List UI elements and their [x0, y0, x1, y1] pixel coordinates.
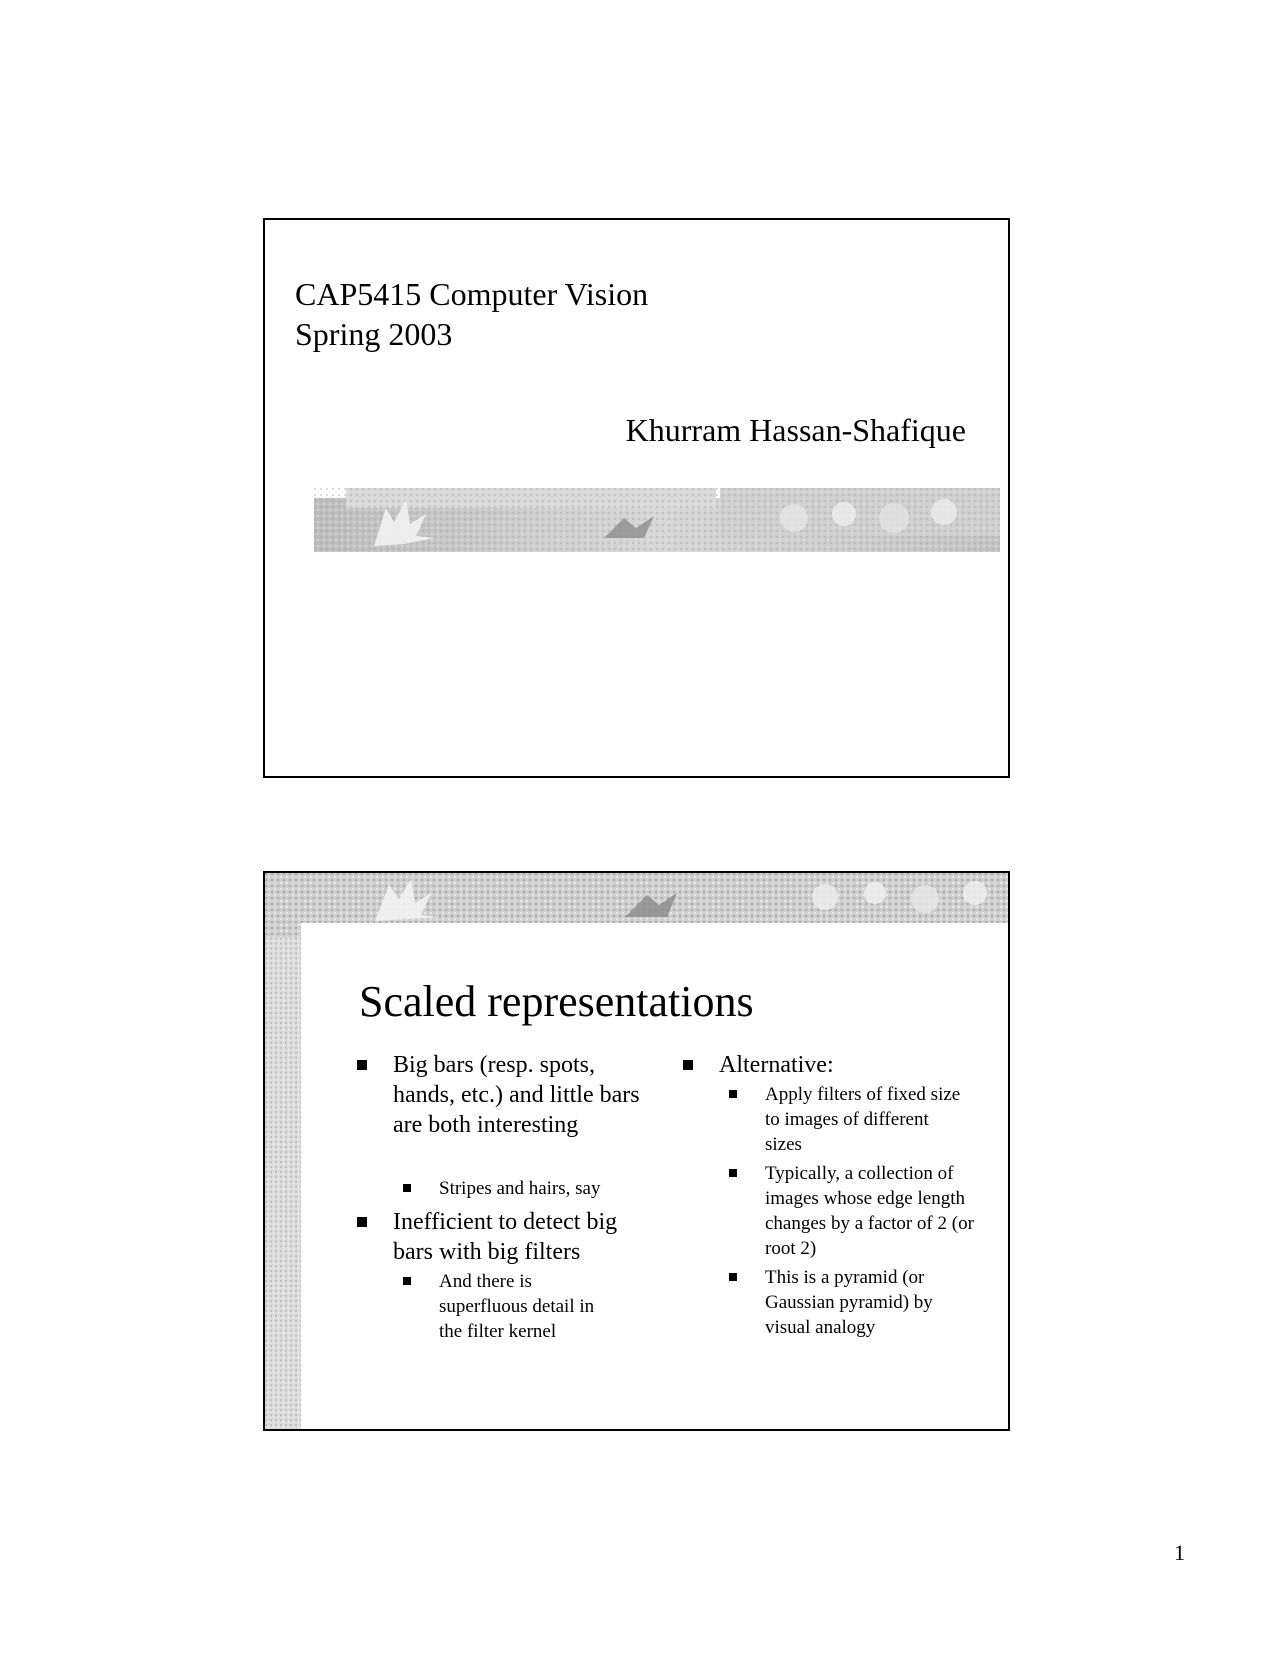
- list-item: Stripes and hairs, say: [357, 1176, 657, 1201]
- list-item: Big bars (resp. spots, hands, etc.) and little bars are both interesting: [357, 1050, 657, 1140]
- list-item: Inefficient to detect big bars with big filters: [357, 1207, 657, 1267]
- list-item: Typically, a collection of images whose edge length changes by a factor of 2 (or root 2): [683, 1161, 995, 1261]
- square-bullet-icon: [403, 1184, 411, 1192]
- list-item: Alternative:: [683, 1050, 995, 1080]
- square-bullet-icon: [729, 1169, 737, 1177]
- square-bullet-icon: [357, 1060, 367, 1070]
- slide-1-title: [295, 274, 648, 354]
- slide-2-title: Scaled representations: [359, 977, 754, 1026]
- semester: Spring 2003: [295, 316, 453, 352]
- list-item: Apply filters of fixed size to images of different sizes: [683, 1082, 995, 1157]
- list-item: This is a pyramid (or Gaussian pyramid) by visual analogy: [683, 1265, 995, 1340]
- slide-2: [263, 871, 1010, 1431]
- left-texture-strip: [265, 873, 301, 1429]
- leaf-banner-image: [265, 873, 1010, 937]
- square-bullet-icon: [729, 1273, 737, 1281]
- author-name: Khurram Hassan-Shafique: [625, 412, 966, 448]
- square-bullet-icon: [729, 1090, 737, 1098]
- page-number: 1: [1174, 1540, 1185, 1565]
- right-column: [683, 1050, 995, 1340]
- square-bullet-icon: [403, 1277, 411, 1285]
- list-item: And there is superfluous detail in the filter kernel: [357, 1269, 657, 1344]
- slide-1: [263, 218, 1010, 778]
- course-title: CAP5415 Computer Vision: [295, 276, 649, 312]
- square-bullet-icon: [683, 1060, 693, 1070]
- square-bullet-icon: [357, 1217, 367, 1227]
- left-column: [357, 1050, 657, 1344]
- leaf-banner-image: [314, 488, 1000, 552]
